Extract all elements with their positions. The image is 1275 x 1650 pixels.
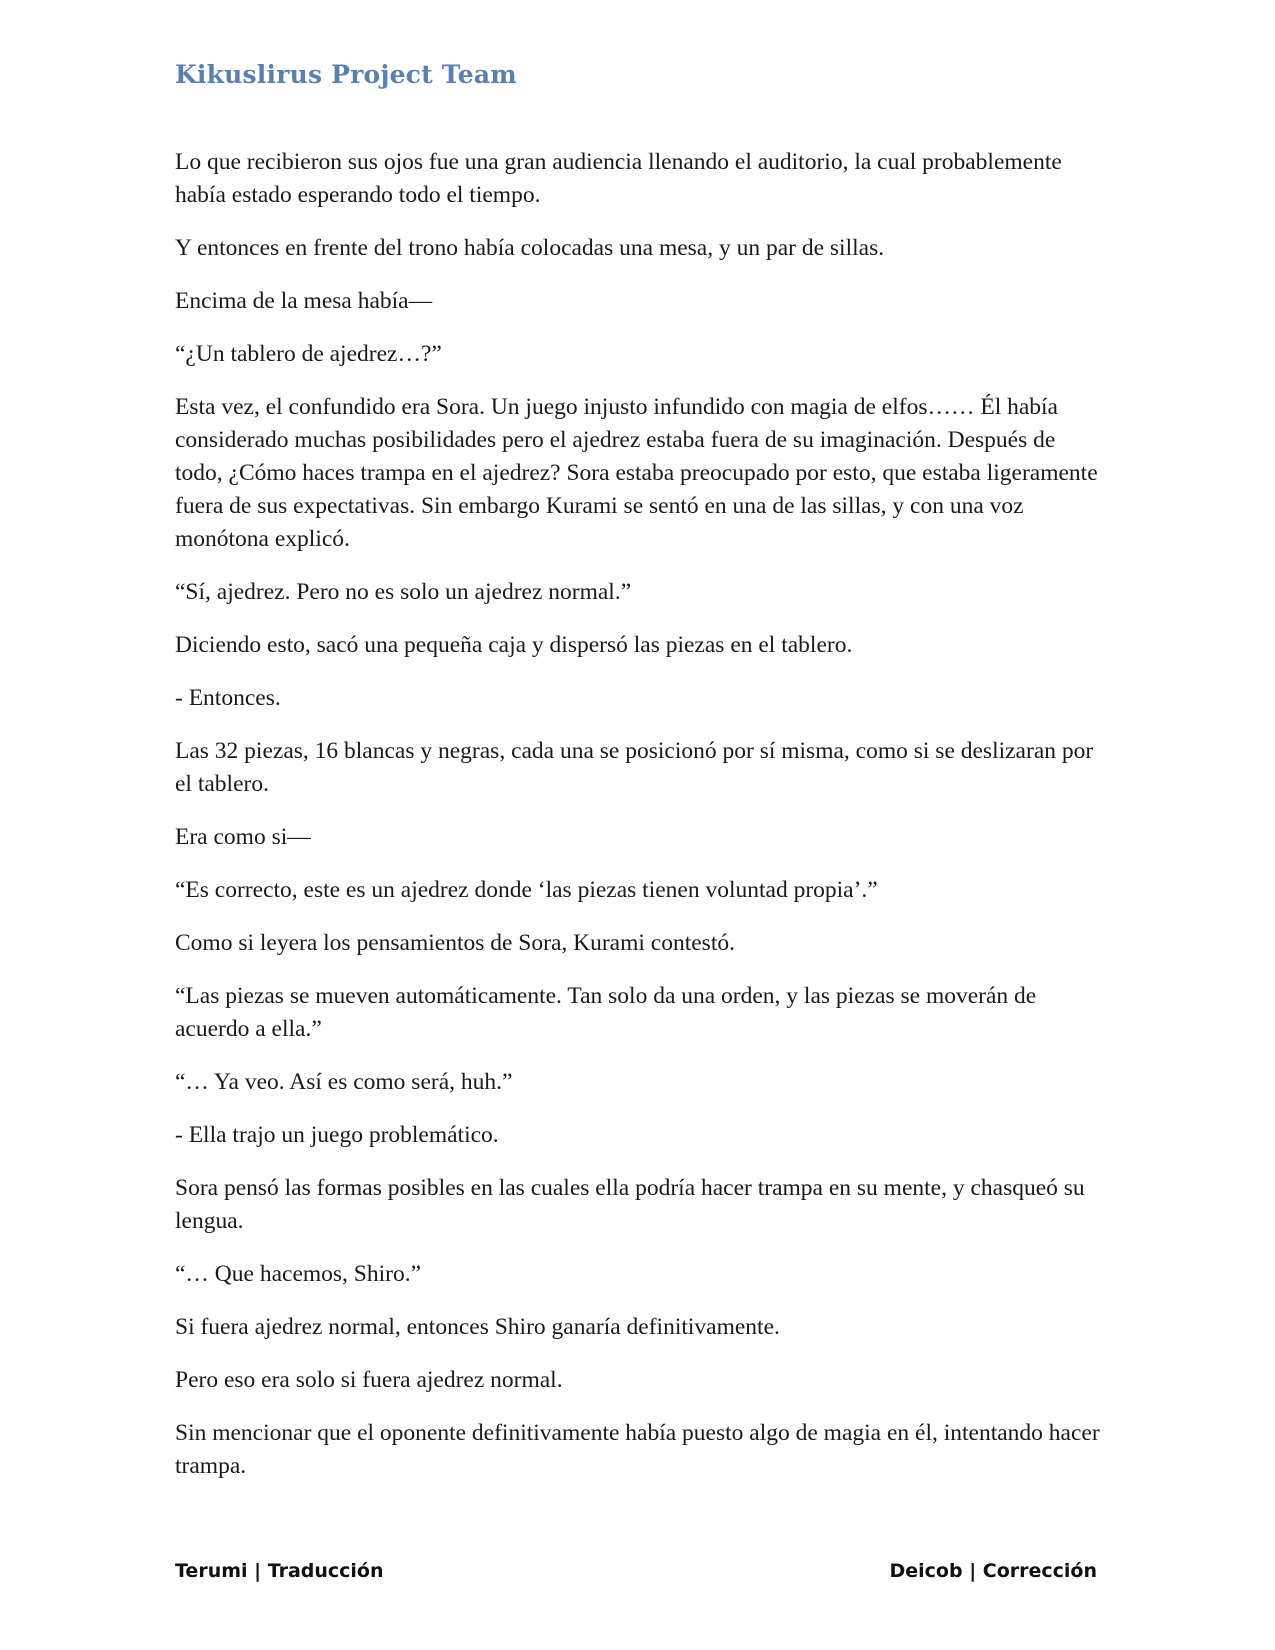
- paragraph: Encima de la mesa había—: [175, 288, 433, 314]
- paragraph: “¿Un tablero de ajedrez…?”: [175, 341, 442, 367]
- page-footer: [175, 1560, 1097, 1582]
- page-header-title: Kikuslirus Project Team: [175, 60, 517, 89]
- paragraph: - Entonces.: [175, 685, 281, 711]
- paragraph: Si fuera ajedrez normal, entonces Shiro ganaría definitivamente.: [175, 1314, 780, 1340]
- paragraph: “… Que hacemos, Shiro.”: [175, 1261, 422, 1287]
- paragraph: “Es correcto, este es un ajedrez donde ‘las piezas tienen voluntad propia’.”: [175, 877, 878, 903]
- paragraph: Era como si—: [175, 824, 311, 850]
- paragraph: Sora pensó las formas posibles en las cuales ella podría hacer trampa en su mente, y chasqueó su lengua.: [175, 1175, 1085, 1234]
- paragraph: Pero eso era solo si fuera ajedrez normal.: [175, 1367, 563, 1393]
- paragraph: Y entonces en frente del trono había colocadas una mesa, y un par de sillas.: [175, 235, 885, 261]
- footer-correction-credit: Deicob | Corrección: [889, 1560, 1097, 1582]
- paragraph: Sin mencionar que el oponente definitivamente había puesto algo de magia en él, intentando hacer trampa.: [175, 1420, 1100, 1479]
- paragraph: “Sí, ajedrez. Pero no es solo un ajedrez normal.”: [175, 579, 632, 605]
- paragraph: “Las piezas se mueven automáticamente. Tan solo da una orden, y las piezas se moverán de acuerdo a ella.”: [175, 983, 1037, 1042]
- paragraph: - Ella trajo un juego problemático.: [175, 1122, 499, 1148]
- paragraph: Diciendo esto, sacó una pequeña caja y dispersó las piezas en el tablero.: [175, 632, 853, 658]
- paragraph: Esta vez, el confundido era Sora. Un juego injusto infundido con magia de elfos…… Él había considerado muchas posibilidades pero el ajedrez estaba fuera de su imaginación. Después de todo, ¿Cómo haces trampa en el ajedrez? Sora estaba preocupado por esto, que estaba ligeramente fuera de sus expectativas. Sin embargo Kurami se sentó en una de las sillas, y con una voz monótona explicó.: [175, 394, 1098, 552]
- paragraph: “… Ya veo. Así es como será, huh.”: [175, 1069, 513, 1095]
- body-text: [175, 146, 1105, 1503]
- paragraph: Las 32 piezas, 16 blancas y negras, cada una se posicionó por sí misma, como si se deslizaran por el tablero.: [175, 738, 1094, 797]
- footer-translation-credit: Terumi | Traducción: [175, 1560, 384, 1582]
- paragraph: Lo que recibieron sus ojos fue una gran audiencia llenando el auditorio, la cual probablemente había estado esperando todo el tiempo.: [175, 149, 1062, 208]
- paragraph: Como si leyera los pensamientos de Sora, Kurami contestó.: [175, 930, 735, 956]
